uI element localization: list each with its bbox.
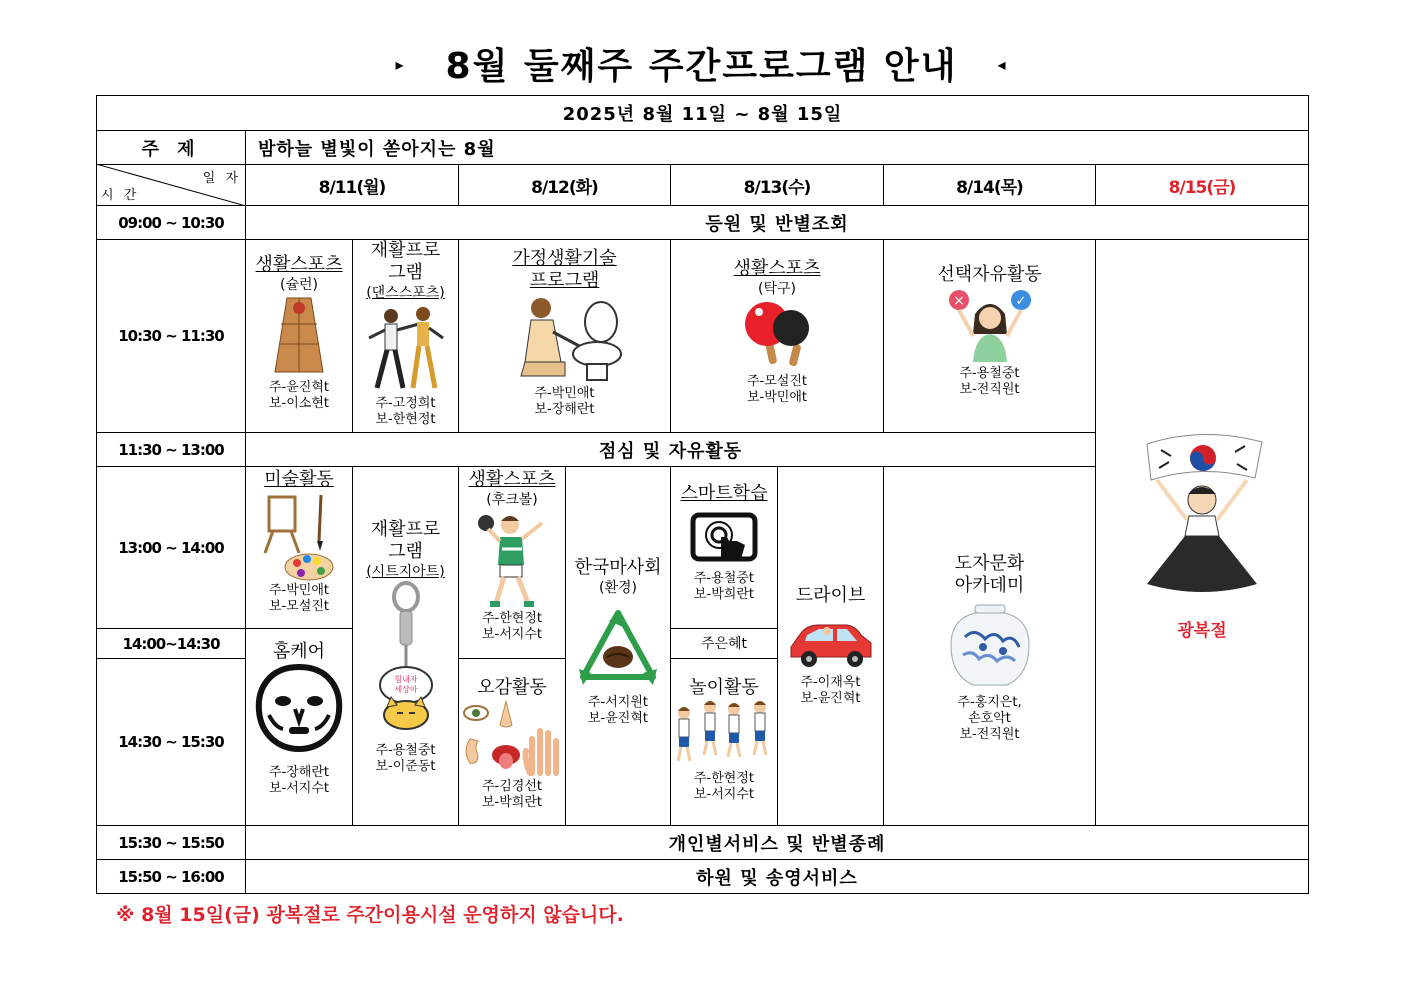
- staff-assist: 보-서지수t: [693, 787, 755, 802]
- activity-name: 드라이브: [795, 585, 866, 606]
- day-header-wed: [670, 164, 884, 206]
- keyring-icon: [373, 581, 439, 733]
- activity-mon-homecare: [245, 628, 353, 826]
- staff-main: 주-윤진혁t: [268, 380, 330, 395]
- footnote: ※ 8월 15일(금) 광복절로 주간이용시설 운영하지 않습니다.: [116, 904, 624, 926]
- activity-sub: (댄스스포츠): [366, 285, 445, 301]
- time-slot: [96, 239, 246, 433]
- activity-tue-homeskills: [458, 239, 671, 433]
- page-title: [0, 38, 1403, 89]
- staff-main: 주은혜t: [700, 635, 748, 652]
- staff-main: 주-김경선t: [481, 779, 543, 794]
- svg-text:✓: ✓: [1015, 294, 1026, 309]
- activity-sub: (슐런): [280, 277, 318, 293]
- activity-name: 가정생활기술프로그램: [512, 248, 617, 291]
- staff-assist: 보-서지수t: [268, 781, 330, 796]
- day-header-tue: [458, 164, 671, 206]
- activity-tue-hookball: [458, 466, 566, 659]
- day-label: 8/14(목): [956, 177, 1023, 198]
- staff-assist: 보-모설진t: [268, 599, 330, 614]
- holiday-cell: [1095, 239, 1309, 826]
- activity-sub: (후크볼): [486, 492, 538, 508]
- staff-assist: 보-박민애t: [746, 390, 808, 405]
- staff-main-2: 손호악t: [968, 711, 1011, 726]
- time-slot: [96, 432, 246, 467]
- time-slot: [96, 658, 246, 826]
- svg-text:세상아: 세상아: [393, 685, 418, 694]
- staff-main: 주-박민애t: [268, 583, 330, 598]
- five-senses-icon: [460, 699, 564, 777]
- day-label: 8/15(금): [1168, 177, 1236, 198]
- time-slot: [96, 205, 246, 240]
- leave-bar: [245, 859, 1309, 894]
- staff-assist: 보-윤진혁t: [800, 691, 861, 706]
- activity-tue-environment: [565, 466, 671, 826]
- activity-wed-pingpong: [670, 239, 884, 433]
- day-label: 8/13(수): [743, 177, 811, 198]
- time-label: 15:50 ~ 16:00: [118, 867, 224, 886]
- activity-name: 놀이활동: [689, 677, 759, 698]
- activity-mon-sticker-art: [352, 466, 459, 826]
- bar-text: 하원 및 송영서비스: [696, 867, 858, 889]
- easel-palette-icon: [257, 491, 341, 581]
- lunch-bar: [245, 432, 1096, 467]
- day-header-mon: [245, 164, 459, 206]
- activity-sub: (시트지아트): [366, 564, 445, 580]
- day-label: 8/11(월): [318, 177, 386, 198]
- activity-name: 미술활동: [264, 469, 334, 490]
- closing-bar: [245, 825, 1309, 860]
- staff-main: 주-고정희t: [375, 396, 436, 411]
- staff-main: 주-모설진t: [746, 374, 808, 389]
- staff-assist: 보-서지수t: [481, 627, 543, 642]
- staff-main: 주-한현정t: [481, 611, 543, 626]
- holiday-label: 광복절: [1177, 621, 1227, 641]
- staff-assist: 보-전직원t: [959, 727, 1020, 742]
- car-icon: [785, 617, 877, 669]
- staff-main: 주-한현정t: [693, 771, 755, 786]
- theme-label-text: 주 제: [141, 138, 201, 160]
- toilet-cleaning-icon: [505, 292, 625, 384]
- time-label: 14:30 ~ 15:30: [118, 733, 224, 751]
- period-row: [96, 95, 1309, 131]
- shuffleboard-icon: [271, 294, 327, 374]
- activity-name: 생활스포츠: [255, 254, 343, 275]
- theme-value: [245, 130, 1309, 165]
- time-label: 15:30 ~ 15:50: [118, 833, 224, 852]
- day-header-thu: [883, 164, 1096, 206]
- theme-text: 밤하늘 별빛이 쏟아지는 8월: [258, 138, 496, 160]
- bar-text: 점심 및 자유활동: [598, 440, 743, 462]
- corner-top-label: 일 자: [202, 171, 241, 186]
- staff-main: 주-박민애t: [534, 386, 595, 401]
- activity-mon-shuffle: [245, 239, 353, 433]
- day-header-fri: [1095, 164, 1309, 206]
- staff-assist: 보-전직원t: [959, 382, 1020, 397]
- activity-thu-freechoice: [883, 239, 1096, 433]
- face-mask-icon: [253, 663, 345, 753]
- activity-thu-ceramic: [883, 466, 1096, 826]
- activity-sub: (환경): [599, 580, 637, 596]
- svg-text:×: ×: [952, 293, 965, 309]
- staff-assist: 보-장해란t: [534, 402, 595, 417]
- svg-text:힘내자: 힘내자: [393, 675, 418, 684]
- title-right-marker: ◂: [997, 54, 1008, 74]
- ping-pong-icon: [741, 298, 813, 368]
- time-label: 13:00 ~ 14:00: [118, 538, 224, 557]
- staff-main: 주-홍지은t,: [957, 695, 1022, 710]
- staff-main: 주-장해란t: [268, 765, 330, 780]
- staff-main: 주-용철중t: [959, 366, 1020, 381]
- staff-main: 주-이재옥t: [800, 675, 861, 690]
- activity-name: 오감활동: [477, 677, 547, 698]
- staff-main: 주-용철중t: [693, 571, 755, 586]
- period-text: 2025년 8월 11일 ~ 8월 15일: [562, 104, 843, 125]
- activity-sub: (탁구): [758, 281, 796, 297]
- activity-wed-eunhye: [670, 628, 778, 659]
- bar-text: 등원 및 반별조회: [705, 213, 849, 235]
- time-label: 09:00 ~ 10:30: [118, 213, 224, 232]
- staff-assist: 보-윤진혁t: [587, 711, 649, 726]
- ball-player-icon: [472, 509, 552, 609]
- theme-label: [96, 130, 246, 165]
- activity-wed-smart: [670, 466, 778, 629]
- time-label: 10:30 ~ 11:30: [118, 327, 224, 345]
- title-left-marker: ▸: [395, 54, 406, 74]
- activity-name: 재활프로그램: [370, 519, 441, 562]
- activity-name: 스마트학습: [680, 483, 768, 504]
- activity-name: 도자문화아카데미: [954, 553, 1025, 596]
- recycle-coffee-icon: [573, 607, 663, 693]
- time-label: 14:00~14:30: [122, 634, 220, 653]
- activity-mon-dance: [352, 239, 459, 433]
- time-slot: [96, 825, 246, 860]
- activity-name: 한국마사회: [574, 557, 662, 578]
- staff-main: 주-용철중t: [375, 743, 436, 758]
- activity-name: 생활스포츠: [468, 469, 556, 490]
- dance-couple-icon: [363, 302, 449, 392]
- activity-mon-art: [245, 466, 353, 629]
- korean-flag-person-icon: [1127, 424, 1277, 604]
- staff-assist: 보-박희란t: [693, 587, 755, 602]
- morning-bar: [245, 205, 1309, 240]
- time-slot: [96, 628, 246, 659]
- day-label: 8/12(화): [531, 177, 598, 198]
- activity-name: 재활프로그램: [370, 240, 441, 283]
- choice-person-icon: [945, 286, 1035, 362]
- staff-assist: 보-박희란t: [481, 795, 543, 810]
- activity-name: 선택자유활동: [937, 264, 1042, 285]
- time-slot: [96, 466, 246, 629]
- header-corner: [96, 164, 246, 206]
- tablet-touch-icon: [689, 511, 759, 563]
- staff-assist: 보-한현정t: [375, 412, 436, 427]
- staff-assist: 보-이준동t: [375, 759, 436, 774]
- activity-wed-play: [670, 658, 778, 826]
- title-text: 8월 둘째주 주간프로그램 안내: [445, 46, 958, 87]
- corner-bottom-label: 시 간: [101, 188, 140, 203]
- activity-name: 홈케어: [272, 641, 326, 662]
- time-slot: [96, 859, 246, 894]
- activity-name: 생활스포츠: [733, 258, 821, 279]
- bar-text: 개인별서비스 및 반별종례: [668, 833, 886, 855]
- time-label: 11:30 ~ 13:00: [118, 440, 224, 459]
- activity-wed-drive: [777, 466, 884, 826]
- staff-assist: 보-이소현t: [268, 396, 330, 411]
- porcelain-jar-icon: [945, 603, 1035, 689]
- activity-tue-senses: [458, 658, 566, 826]
- kids-playing-icon: [672, 699, 776, 765]
- staff-main: 주-서지원t: [587, 695, 649, 710]
